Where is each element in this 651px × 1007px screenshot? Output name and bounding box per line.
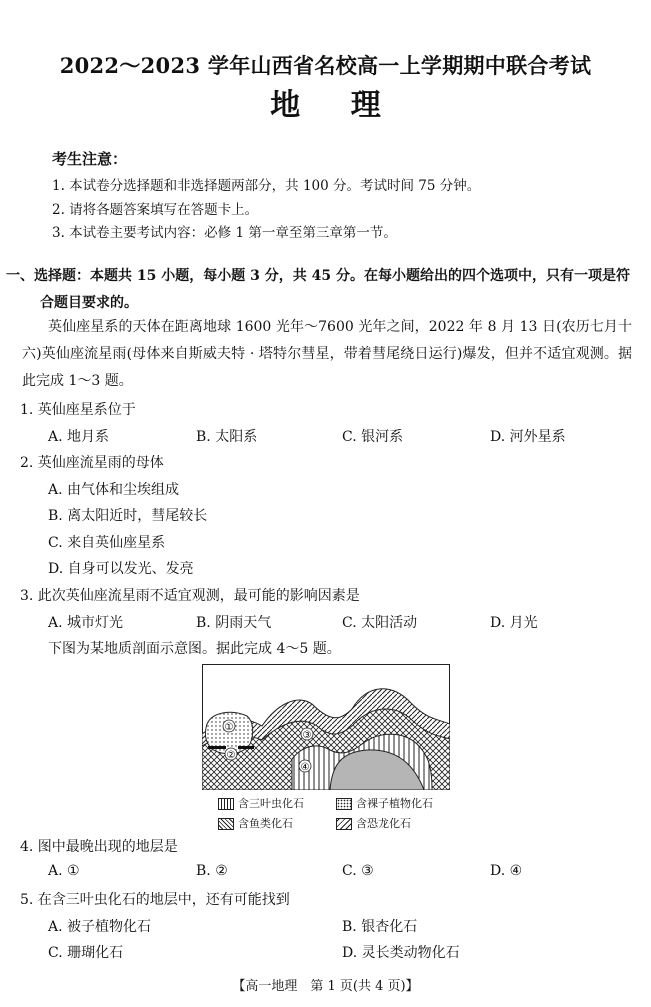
question-1-option-a: A. 地月系 (48, 429, 110, 445)
exam-title: 2022～2023 学年山西省名校高一上学期期中联合考试 (59, 53, 592, 78)
legend-item-dinosaur (336, 815, 411, 831)
label-1: ① (224, 722, 234, 733)
legend-label: 含鱼类化石 (238, 817, 293, 830)
notice-item: 1. 本试卷分选择题和非选择题两部分，共 100 分。考试时间 75 分钟。 (52, 178, 481, 194)
question-1-option-d: D. 河外星系 (490, 429, 566, 445)
legend-item-gymnosperm (336, 795, 433, 811)
section-heading-line2: 合题目要求的。 (40, 295, 138, 311)
question-4-option-b: B. ② (196, 863, 228, 879)
label-2: ② (226, 750, 236, 761)
legend-swatch-gymnosperm (336, 798, 352, 810)
page-footer: 【高一地理 第 1 页(共 4 页)】 (232, 979, 419, 994)
question-1-option-c: C. 银河系 (342, 429, 404, 445)
question-3-option-b: B. 阴雨天气 (196, 615, 272, 631)
dash-mark (208, 746, 226, 749)
legend-label: 含三叶虫化石 (238, 797, 304, 810)
question-1-stem: 1. 英仙座星系位于 (20, 402, 136, 418)
legend-label: 含恐龙化石 (356, 817, 411, 830)
legend-swatch-fish (218, 818, 234, 830)
question-5-option-c: C. 珊瑚化石 (48, 945, 124, 961)
dash-mark (238, 746, 254, 749)
passage-2: 下图为某地质剖面示意图。据此完成 4～5 题。 (48, 641, 341, 657)
question-4-stem: 4. 图中最晚出现的地层是 (20, 839, 178, 855)
notice-item: 3. 本试卷主要考试内容：必修 1 第一章至第三章第一节。 (52, 225, 397, 241)
question-2-option-b: B. 离太阳近时，彗尾较长 (48, 508, 208, 524)
legend-item-fish (218, 815, 293, 831)
question-4-option-c: C. ③ (342, 863, 374, 879)
label-3: ③ (302, 730, 312, 741)
question-3-option-a: A. 城市灯光 (48, 615, 124, 631)
question-3-stem: 3. 此次英仙座流星雨不适宜观测，最可能的影响因素是 (20, 588, 360, 604)
legend-item-trilobite (218, 795, 304, 811)
question-3-option-c: C. 太阳活动 (342, 615, 418, 631)
section-heading-line1: 一、选择题：本题共 15 小题，每小题 3 分，共 45 分。在每小题给出的四个选项中，只有一项是符 (6, 268, 630, 284)
question-2-stem: 2. 英仙座流星雨的母体 (20, 455, 164, 471)
notice-item: 2. 请将各题答案填写在答题卡上。 (52, 202, 259, 218)
label-4: ④ (300, 762, 310, 773)
question-2-option-c: C. 来自英仙座星系 (48, 535, 166, 551)
question-1-option-b: B. 太阳系 (196, 429, 258, 445)
question-5-option-d: D. 灵长类动物化石 (342, 945, 460, 961)
question-2-option-d: D. 自身可以发光、发亮 (48, 561, 194, 577)
passage-1: 英仙座星系的天体在距离地球 1600 光年～7600 光年之间，2022 年 8 月 13 日(农历七月十六)英仙座流星雨(母体来自斯威夫特 · 塔特尔彗星，带着彗尾绕日运行)爆发，但并不适宜观测。据此完成 1～3 题。 (22, 319, 632, 389)
legend-label: 含裸子植物化石 (356, 797, 433, 810)
question-5-stem: 5. 在含三叶虫化石的地层中，还有可能找到 (20, 892, 290, 908)
geologic-section-svg (202, 664, 450, 790)
notice-heading: 考生注意： (52, 150, 128, 168)
geologic-section-figure (202, 664, 450, 790)
question-5-option-a: A. 被子植物化石 (48, 919, 152, 935)
question-3-option-d: D. 月光 (490, 615, 538, 631)
question-5-option-b: B. 银杏化石 (342, 919, 418, 935)
question-4-option-a: A. ① (48, 863, 80, 879)
subject-title: 地 理 (270, 88, 381, 123)
question-2-option-a: A. 由气体和尘埃组成 (48, 482, 180, 498)
legend-swatch-trilobite (218, 798, 234, 810)
question-4-option-d: D. ④ (490, 863, 523, 879)
legend-swatch-dinosaur (336, 818, 352, 830)
